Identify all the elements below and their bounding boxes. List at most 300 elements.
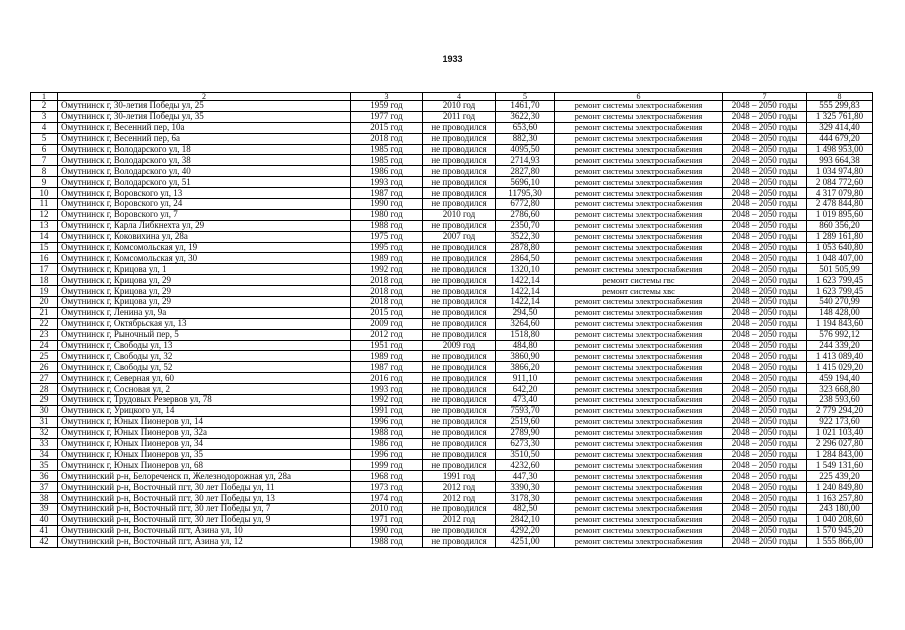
last-repair-cell: не проводился xyxy=(423,329,496,340)
period-cell: 2048 – 2050 годы xyxy=(723,384,807,395)
period-cell: 2048 – 2050 годы xyxy=(723,395,807,406)
last-repair-cell: не проводился xyxy=(423,297,496,308)
period-cell: 2048 – 2050 годы xyxy=(723,253,807,264)
row-number-cell: 42 xyxy=(31,536,58,547)
construction-year-cell: 1995 год xyxy=(351,242,423,253)
area-cell: 882,30 xyxy=(496,133,555,144)
table-row xyxy=(31,188,873,199)
column-header-3: 3 xyxy=(351,93,423,101)
cost-cell: 1 284 843,00 xyxy=(807,449,873,460)
period-cell: 2048 – 2050 годы xyxy=(723,166,807,177)
column-header-7: 7 xyxy=(723,93,807,101)
cost-cell: 1 163 257,80 xyxy=(807,493,873,504)
address-cell: Омутнинский р-н, Восточный пгт, Азина ул, 12 xyxy=(58,536,351,547)
area-cell: 3178,30 xyxy=(496,493,555,504)
address-cell: Омутнинский р-н, Восточный пгт, Азина ул, 10 xyxy=(58,525,351,536)
construction-year-cell: 1996 год xyxy=(351,449,423,460)
period-cell: 2048 – 2050 годы xyxy=(723,340,807,351)
row-number-cell: 40 xyxy=(31,514,58,525)
area-cell: 473,40 xyxy=(496,395,555,406)
work-type-cell: ремонт системы электроснабжения xyxy=(555,395,723,406)
area-cell: 2789,90 xyxy=(496,427,555,438)
period-cell: 2048 – 2050 годы xyxy=(723,362,807,373)
row-number-cell: 9 xyxy=(31,177,58,188)
work-type-cell: ремонт системы электроснабжения xyxy=(555,242,723,253)
table-row xyxy=(31,405,873,416)
period-cell: 2048 – 2050 годы xyxy=(723,493,807,504)
area-cell: 1518,80 xyxy=(496,329,555,340)
last-repair-cell: 2009 год xyxy=(423,340,496,351)
work-type-cell: ремонт системы электроснабжения xyxy=(555,405,723,416)
construction-year-cell: 2015 год xyxy=(351,122,423,133)
construction-year-cell: 2015 год xyxy=(351,307,423,318)
construction-year-cell: 1988 год xyxy=(351,536,423,547)
construction-year-cell: 1988 год xyxy=(351,427,423,438)
area-cell: 4292,20 xyxy=(496,525,555,536)
address-cell: Омутнинск г, Рыночный пер, 5 xyxy=(58,329,351,340)
table-row xyxy=(31,242,873,253)
address-cell: Омутнинск г, Ленина ул, 9а xyxy=(58,307,351,318)
construction-year-cell: 2018 год xyxy=(351,275,423,286)
construction-year-cell: 1968 год xyxy=(351,471,423,482)
period-cell: 2048 – 2050 годы xyxy=(723,242,807,253)
address-cell: Омутнинск г, Воровского ул, 24 xyxy=(58,199,351,210)
cost-cell: 244 339,20 xyxy=(807,340,873,351)
period-cell: 2048 – 2050 годы xyxy=(723,318,807,329)
address-cell: Омутнинск г, Володарского ул, 18 xyxy=(58,144,351,155)
work-type-cell: ремонт системы электроснабжения xyxy=(555,460,723,471)
work-type-cell: ремонт системы электроснабжения xyxy=(555,384,723,395)
address-cell: Омутнинск г, Крицова ул, 29 xyxy=(58,275,351,286)
last-repair-cell: не проводился xyxy=(423,362,496,373)
period-cell: 2048 – 2050 годы xyxy=(723,199,807,210)
address-cell: Омутнинск г, Юных Пионеров ул, 68 xyxy=(58,460,351,471)
area-cell: 3522,30 xyxy=(496,231,555,242)
period-cell: 2048 – 2050 годы xyxy=(723,101,807,112)
table-row xyxy=(31,460,873,471)
period-cell: 2048 – 2050 годы xyxy=(723,329,807,340)
last-repair-cell: не проводился xyxy=(423,144,496,155)
table-row xyxy=(31,416,873,427)
address-cell: Омутнинск г, Юных Пионеров ул, 34 xyxy=(58,438,351,449)
table-row xyxy=(31,536,873,547)
construction-year-cell: 2016 год xyxy=(351,373,423,384)
last-repair-cell: не проводился xyxy=(423,199,496,210)
area-cell: 482,50 xyxy=(496,503,555,514)
last-repair-cell: не проводился xyxy=(423,177,496,188)
period-cell: 2048 – 2050 годы xyxy=(723,416,807,427)
last-repair-cell: не проводился xyxy=(423,449,496,460)
address-cell: Омутнинск г, Свободы ул, 13 xyxy=(58,340,351,351)
construction-year-cell: 1992 год xyxy=(351,395,423,406)
area-cell: 1320,10 xyxy=(496,264,555,275)
cost-cell: 1 555 866,00 xyxy=(807,536,873,547)
work-type-cell: ремонт системы электроснабжения xyxy=(555,264,723,275)
table-row xyxy=(31,220,873,231)
row-number-cell: 18 xyxy=(31,275,58,286)
period-cell: 2048 – 2050 годы xyxy=(723,482,807,493)
work-type-cell: ремонт системы электроснабжения xyxy=(555,144,723,155)
period-cell: 2048 – 2050 годы xyxy=(723,188,807,199)
area-cell: 2842,10 xyxy=(496,514,555,525)
last-repair-cell: не проводился xyxy=(423,384,496,395)
row-number-cell: 39 xyxy=(31,503,58,514)
address-cell: Омутнинск г, Северная ул, 60 xyxy=(58,373,351,384)
construction-year-cell: 1993 год xyxy=(351,384,423,395)
construction-year-cell: 1992 год xyxy=(351,264,423,275)
construction-year-cell: 1974 год xyxy=(351,493,423,504)
construction-year-cell: 1990 год xyxy=(351,199,423,210)
last-repair-cell: 2012 год xyxy=(423,482,496,493)
work-type-cell: ремонт системы электроснабжения xyxy=(555,351,723,362)
work-type-cell: ремонт системы электроснабжения xyxy=(555,177,723,188)
cost-cell: 148 428,00 xyxy=(807,307,873,318)
address-cell: Омутнинск г, Коковихина ул, 28а xyxy=(58,231,351,242)
address-cell: Омутнинск г, Воровского ул, 7 xyxy=(58,209,351,220)
row-number-cell: 15 xyxy=(31,242,58,253)
construction-year-cell: 1989 год xyxy=(351,253,423,264)
cost-cell: 444 679,20 xyxy=(807,133,873,144)
area-cell: 1422,14 xyxy=(496,275,555,286)
period-cell: 2048 – 2050 годы xyxy=(723,536,807,547)
last-repair-cell: не проводился xyxy=(423,373,496,384)
construction-year-cell: 1996 год xyxy=(351,416,423,427)
construction-year-cell: 2010 год xyxy=(351,503,423,514)
row-number-cell: 13 xyxy=(31,220,58,231)
area-cell: 642,20 xyxy=(496,384,555,395)
row-number-cell: 22 xyxy=(31,318,58,329)
cost-cell: 1 570 945,20 xyxy=(807,525,873,536)
row-number-cell: 16 xyxy=(31,253,58,264)
row-number-cell: 11 xyxy=(31,199,58,210)
last-repair-cell: не проводился xyxy=(423,503,496,514)
work-type-cell: ремонт системы электроснабжения xyxy=(555,427,723,438)
address-cell: Омутнинск г, Весенний пер, 10а xyxy=(58,122,351,133)
last-repair-cell: не проводился xyxy=(423,536,496,547)
cost-cell: 243 180,00 xyxy=(807,503,873,514)
cost-cell: 4 317 079,80 xyxy=(807,188,873,199)
last-repair-cell: не проводился xyxy=(423,220,496,231)
table-row xyxy=(31,493,873,504)
construction-year-cell: 1987 год xyxy=(351,188,423,199)
construction-year-cell: 2009 год xyxy=(351,318,423,329)
area-cell: 3860,90 xyxy=(496,351,555,362)
cost-cell: 555 299,83 xyxy=(807,101,873,112)
work-type-cell: ремонт системы электроснабжения xyxy=(555,209,723,220)
address-cell: Омутнинск г, Воровского ул, 13 xyxy=(58,188,351,199)
area-cell: 7593,70 xyxy=(496,405,555,416)
column-header-1: 1 xyxy=(31,93,58,101)
work-type-cell: ремонт системы электроснабжения xyxy=(555,199,723,210)
area-cell: 5696,10 xyxy=(496,177,555,188)
address-cell: Омутнинский р-н, Восточный пгт, 30 лет Победы ул, 11 xyxy=(58,482,351,493)
period-cell: 2048 – 2050 годы xyxy=(723,514,807,525)
last-repair-cell: не проводился xyxy=(423,307,496,318)
row-number-cell: 10 xyxy=(31,188,58,199)
row-number-cell: 36 xyxy=(31,471,58,482)
column-header-8: 8 xyxy=(807,93,873,101)
table-row xyxy=(31,253,873,264)
table-row xyxy=(31,362,873,373)
last-repair-cell: 2012 год xyxy=(423,514,496,525)
last-repair-cell: не проводился xyxy=(423,318,496,329)
table-row xyxy=(31,384,873,395)
table-row xyxy=(31,373,873,384)
construction-year-cell: 2018 год xyxy=(351,297,423,308)
construction-year-cell: 1985 год xyxy=(351,144,423,155)
last-repair-cell: 1991 год xyxy=(423,471,496,482)
address-cell: Омутнинск г, Сосновая ул, 2 xyxy=(58,384,351,395)
area-cell: 2878,80 xyxy=(496,242,555,253)
area-cell: 1461,70 xyxy=(496,101,555,112)
last-repair-cell: не проводился xyxy=(423,427,496,438)
table-row xyxy=(31,471,873,482)
period-cell: 2048 – 2050 годы xyxy=(723,438,807,449)
row-number-cell: 28 xyxy=(31,384,58,395)
cost-cell: 2 084 772,60 xyxy=(807,177,873,188)
address-cell: Омутнинск г, Юных Пионеров ул, 32а xyxy=(58,427,351,438)
cost-cell: 1 040 208,60 xyxy=(807,514,873,525)
area-cell: 3264,60 xyxy=(496,318,555,329)
row-number-cell: 5 xyxy=(31,133,58,144)
table-row xyxy=(31,503,873,514)
construction-year-cell: 1951 год xyxy=(351,340,423,351)
period-cell: 2048 – 2050 годы xyxy=(723,133,807,144)
table-row xyxy=(31,199,873,210)
area-cell: 294,50 xyxy=(496,307,555,318)
column-header-5: 5 xyxy=(496,93,555,101)
page-number: 1933 xyxy=(442,54,463,64)
area-cell: 911,10 xyxy=(496,373,555,384)
period-cell: 2048 – 2050 годы xyxy=(723,307,807,318)
construction-year-cell: 1989 год xyxy=(351,351,423,362)
construction-year-cell: 1975 год xyxy=(351,231,423,242)
period-cell: 2048 – 2050 годы xyxy=(723,144,807,155)
cost-cell: 860 356,20 xyxy=(807,220,873,231)
table-row xyxy=(31,166,873,177)
row-number-cell: 32 xyxy=(31,427,58,438)
cost-cell: 329 414,40 xyxy=(807,122,873,133)
work-type-cell: ремонт системы электроснабжения xyxy=(555,188,723,199)
area-cell: 2350,70 xyxy=(496,220,555,231)
period-cell: 2048 – 2050 годы xyxy=(723,427,807,438)
area-cell: 11795,30 xyxy=(496,188,555,199)
row-number-cell: 38 xyxy=(31,493,58,504)
last-repair-cell: 2007 год xyxy=(423,231,496,242)
work-type-cell: ремонт системы хвс xyxy=(555,286,723,297)
table-row xyxy=(31,351,873,362)
address-cell: Омутнинский р-н, Восточный пгт, 30 лет Победы ул, 9 xyxy=(58,514,351,525)
work-type-cell: ремонт системы электроснабжения xyxy=(555,133,723,144)
address-cell: Омутнинск г, Комсомольская ул, 30 xyxy=(58,253,351,264)
row-number-cell: 14 xyxy=(31,231,58,242)
cost-cell: 540 270,99 xyxy=(807,297,873,308)
area-cell: 4232,60 xyxy=(496,460,555,471)
area-cell: 2519,60 xyxy=(496,416,555,427)
table-row xyxy=(31,329,873,340)
column-header-row xyxy=(31,93,873,101)
table-row xyxy=(31,122,873,133)
work-type-cell: ремонт системы электроснабжения xyxy=(555,416,723,427)
table-row xyxy=(31,525,873,536)
cost-cell: 1 021 103,40 xyxy=(807,427,873,438)
cost-cell: 1 019 895,60 xyxy=(807,209,873,220)
address-cell: Омутнинск г, Урицкого ул, 14 xyxy=(58,405,351,416)
table-row xyxy=(31,514,873,525)
address-cell: Омутнинск г, Свободы ул, 52 xyxy=(58,362,351,373)
period-cell: 2048 – 2050 годы xyxy=(723,471,807,482)
work-type-cell: ремонт системы электроснабжения xyxy=(555,471,723,482)
table-row xyxy=(31,264,873,275)
last-repair-cell: не проводился xyxy=(423,395,496,406)
row-number-cell: 41 xyxy=(31,525,58,536)
last-repair-cell: не проводился xyxy=(423,166,496,177)
address-cell: Омутнинск г, Свободы ул, 32 xyxy=(58,351,351,362)
construction-year-cell: 1990 год xyxy=(351,525,423,536)
work-type-cell: ремонт системы электроснабжения xyxy=(555,482,723,493)
construction-year-cell: 1999 год xyxy=(351,460,423,471)
work-type-cell: ремонт системы электроснабжения xyxy=(555,111,723,122)
period-cell: 2048 – 2050 годы xyxy=(723,220,807,231)
area-cell: 3390,30 xyxy=(496,482,555,493)
construction-year-cell: 1987 год xyxy=(351,362,423,373)
construction-year-cell: 1986 год xyxy=(351,438,423,449)
table-row xyxy=(31,101,873,112)
column-header-4: 4 xyxy=(423,93,496,101)
construction-year-cell: 2012 год xyxy=(351,329,423,340)
row-number-cell: 6 xyxy=(31,144,58,155)
area-cell: 2864,50 xyxy=(496,253,555,264)
table-row xyxy=(31,482,873,493)
address-cell: Омутнинск г, Октябрьская ул, 13 xyxy=(58,318,351,329)
last-repair-cell: не проводился xyxy=(423,351,496,362)
table-row xyxy=(31,144,873,155)
last-repair-cell: не проводился xyxy=(423,438,496,449)
table-row xyxy=(31,231,873,242)
address-cell: Омутнинск г, Володарского ул, 40 xyxy=(58,166,351,177)
work-type-cell: ремонт системы электроснабжения xyxy=(555,438,723,449)
work-type-cell: ремонт системы электроснабжения xyxy=(555,525,723,536)
cost-cell: 1 325 761,80 xyxy=(807,111,873,122)
area-cell: 4251,00 xyxy=(496,536,555,547)
last-repair-cell: не проводился xyxy=(423,525,496,536)
work-type-cell: ремонт системы электроснабжения xyxy=(555,329,723,340)
table-row xyxy=(31,340,873,351)
area-cell: 3510,50 xyxy=(496,449,555,460)
cost-cell: 2 779 294,20 xyxy=(807,405,873,416)
work-type-cell: ремонт системы электроснабжения xyxy=(555,536,723,547)
last-repair-cell: не проводился xyxy=(423,275,496,286)
address-cell: Омутнинск г, Юных Пионеров ул, 35 xyxy=(58,449,351,460)
address-cell: Омутнинск г, 30-летия Победы ул, 35 xyxy=(58,111,351,122)
table-row xyxy=(31,395,873,406)
cost-cell: 922 173,60 xyxy=(807,416,873,427)
area-cell: 2786,60 xyxy=(496,209,555,220)
row-number-cell: 34 xyxy=(31,449,58,460)
period-cell: 2048 – 2050 годы xyxy=(723,122,807,133)
table-row xyxy=(31,209,873,220)
work-type-cell: ремонт системы электроснабжения xyxy=(555,514,723,525)
period-cell: 2048 – 2050 годы xyxy=(723,264,807,275)
period-cell: 2048 – 2050 годы xyxy=(723,155,807,166)
period-cell: 2048 – 2050 годы xyxy=(723,286,807,297)
work-type-cell: ремонт системы электроснабжения xyxy=(555,503,723,514)
work-type-cell: ремонт системы электроснабжения xyxy=(555,493,723,504)
row-number-cell: 12 xyxy=(31,209,58,220)
cost-cell: 1 623 799,45 xyxy=(807,275,873,286)
cost-cell: 1 549 131,60 xyxy=(807,460,873,471)
cost-cell: 1 194 843,60 xyxy=(807,318,873,329)
repair-schedule-table xyxy=(30,92,873,548)
construction-year-cell: 1986 год xyxy=(351,166,423,177)
area-cell: 1422,14 xyxy=(496,297,555,308)
cost-cell: 1 289 161,80 xyxy=(807,231,873,242)
cost-cell: 1 623 799,45 xyxy=(807,286,873,297)
period-cell: 2048 – 2050 годы xyxy=(723,449,807,460)
address-cell: Омутнинский р-н, Восточный пгт, 30 лет Победы ул, 7 xyxy=(58,503,351,514)
area-cell: 3866,20 xyxy=(496,362,555,373)
area-cell: 447,30 xyxy=(496,471,555,482)
work-type-cell: ремонт системы электроснабжения xyxy=(555,318,723,329)
row-number-cell: 2 xyxy=(31,101,58,112)
row-number-cell: 31 xyxy=(31,416,58,427)
work-type-cell: ремонт системы электроснабжения xyxy=(555,155,723,166)
work-type-cell: ремонт системы электроснабжения xyxy=(555,373,723,384)
table-row xyxy=(31,438,873,449)
row-number-cell: 27 xyxy=(31,373,58,384)
period-cell: 2048 – 2050 годы xyxy=(723,460,807,471)
last-repair-cell: не проводился xyxy=(423,286,496,297)
table-row xyxy=(31,297,873,308)
area-cell: 1422,14 xyxy=(496,286,555,297)
work-type-cell: ремонт системы электроснабжения xyxy=(555,307,723,318)
row-number-cell: 4 xyxy=(31,122,58,133)
cost-cell: 1 240 849,80 xyxy=(807,482,873,493)
table-row xyxy=(31,318,873,329)
cost-cell: 993 664,38 xyxy=(807,155,873,166)
last-repair-cell: не проводился xyxy=(423,188,496,199)
last-repair-cell: 2010 год xyxy=(423,209,496,220)
period-cell: 2048 – 2050 годы xyxy=(723,209,807,220)
address-cell: Омутнинск г, Комсомольская ул, 19 xyxy=(58,242,351,253)
construction-year-cell: 1973 год xyxy=(351,482,423,493)
row-number-cell: 21 xyxy=(31,307,58,318)
last-repair-cell: не проводился xyxy=(423,253,496,264)
row-number-cell: 29 xyxy=(31,395,58,406)
table-row xyxy=(31,427,873,438)
cost-cell: 576 992,12 xyxy=(807,329,873,340)
cost-cell: 1 048 407,00 xyxy=(807,253,873,264)
last-repair-cell: не проводился xyxy=(423,122,496,133)
table-row xyxy=(31,111,873,122)
address-cell: Омутнинск г, Володарского ул, 51 xyxy=(58,177,351,188)
table-row xyxy=(31,275,873,286)
last-repair-cell: не проводился xyxy=(423,405,496,416)
column-header-2: 2 xyxy=(58,93,351,101)
address-cell: Омутнинск г, Юных Пионеров ул, 14 xyxy=(58,416,351,427)
cost-cell: 238 593,60 xyxy=(807,395,873,406)
construction-year-cell: 1993 год xyxy=(351,177,423,188)
work-type-cell: ремонт системы электроснабжения xyxy=(555,231,723,242)
construction-year-cell: 2018 год xyxy=(351,133,423,144)
work-type-cell: ремонт системы электроснабжения xyxy=(555,362,723,373)
last-repair-cell: не проводился xyxy=(423,416,496,427)
row-number-cell: 3 xyxy=(31,111,58,122)
work-type-cell: ремонт системы электроснабжения xyxy=(555,340,723,351)
work-type-cell: ремонт системы электроснабжения xyxy=(555,166,723,177)
cost-cell: 1 415 029,20 xyxy=(807,362,873,373)
area-cell: 484,80 xyxy=(496,340,555,351)
